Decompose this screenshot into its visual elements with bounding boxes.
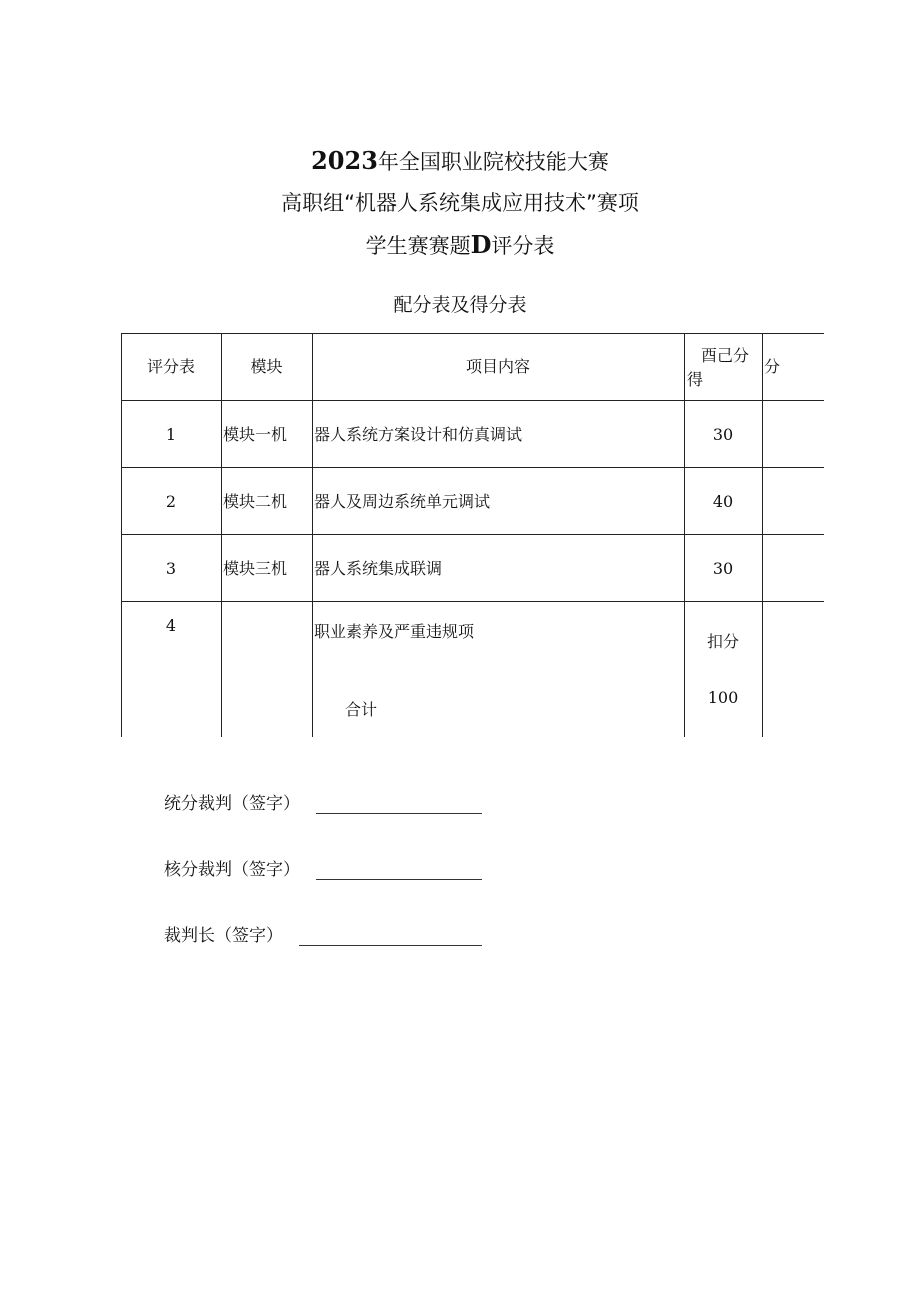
- row-3-no: 3: [165, 559, 177, 578]
- total-points: 100: [707, 688, 739, 707]
- signature-line-1: [316, 813, 482, 814]
- title-line-1: [0, 140, 920, 182]
- header-table-no: 评分表: [146, 357, 195, 376]
- row-3-content: 器人系统集成联调: [314, 559, 443, 578]
- title-year: 2023: [311, 146, 378, 175]
- table-rule-1: [121, 400, 824, 401]
- row-2-module: 模块二机: [223, 492, 288, 511]
- row-2-content: 器人及周边系统单元调试: [314, 492, 491, 511]
- table-rule-4: [121, 601, 824, 602]
- row-1-points: 30: [712, 425, 734, 444]
- table-col-line-0: [121, 333, 122, 737]
- row-4-content: 职业素养及严重违规项: [314, 622, 475, 641]
- table-col-line-3: [684, 333, 685, 737]
- table-rule-top: [121, 333, 824, 334]
- title-line-3: [0, 224, 920, 266]
- document-title: [0, 140, 920, 266]
- row-2-no: 2: [165, 492, 177, 511]
- total-label: 合计: [345, 700, 378, 719]
- row-4-no: 4: [165, 616, 177, 635]
- table-rule-3: [121, 534, 824, 535]
- signature-line-2: [316, 879, 482, 880]
- row-2-points: 40: [712, 492, 734, 511]
- row-3-points: 30: [712, 559, 734, 578]
- signature-line-3: [299, 945, 482, 946]
- header-content: 项目内容: [465, 357, 530, 376]
- header-score: 分: [764, 357, 781, 376]
- signature-chief-referee: 裁判长（签字）: [164, 926, 283, 946]
- title-line-2: 高职组“机器人系统集成应用技术”赛项: [281, 191, 639, 215]
- signature-statistic-referee: 统分裁判（签字）: [164, 794, 300, 814]
- table-col-line-1: [221, 333, 222, 737]
- table-col-line-2: [312, 333, 313, 737]
- header-module: 模块: [250, 357, 283, 376]
- row-4-points: 扣分: [706, 632, 739, 651]
- row-3-module: 模块三机: [223, 559, 288, 578]
- title-competition: 年全国职业院校技能大赛: [377, 150, 609, 174]
- table-col-line-4: [762, 333, 763, 737]
- row-1-content: 器人系统方案设计和仿真调试: [314, 425, 523, 444]
- row-1-module: 模块一机: [223, 425, 288, 444]
- table-rule-2: [121, 467, 824, 468]
- header-points-line2: 得: [687, 370, 704, 389]
- row-1-no: 1: [165, 425, 177, 444]
- header-points-line1: 酉己分: [701, 346, 750, 365]
- title-pre: 学生赛赛题: [365, 234, 471, 258]
- table-subtitle: 配分表及得分表: [393, 294, 527, 316]
- signature-check-referee: 核分裁判（签字）: [164, 860, 300, 880]
- title-post: 评分表: [491, 234, 555, 258]
- title-letter: D: [470, 230, 492, 259]
